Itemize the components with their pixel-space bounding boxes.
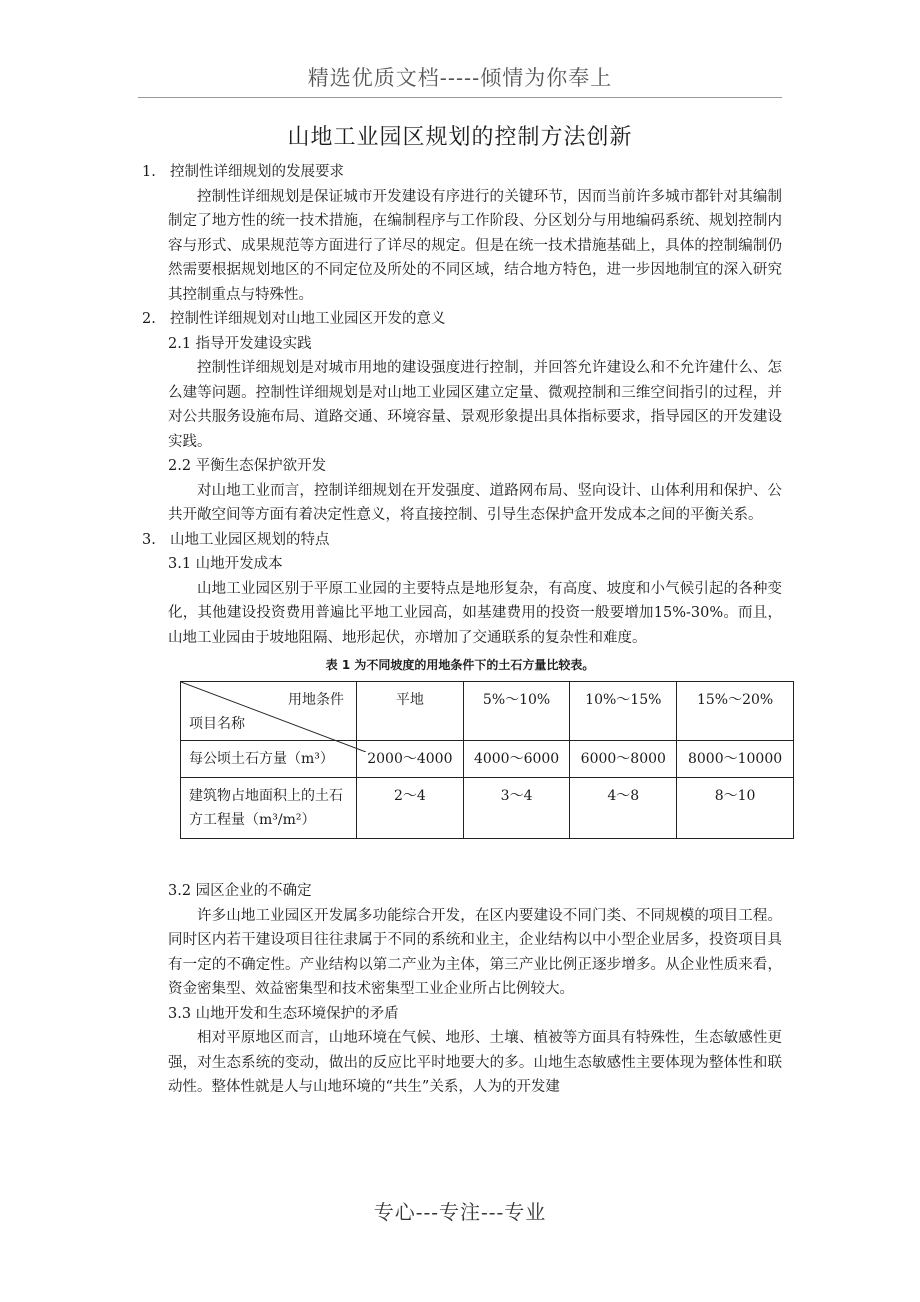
table-cell: 8000～10000	[677, 741, 794, 778]
paragraph: 控制性详细规划是对城市用地的建设强度进行控制，并回答允许建设么和不允许建什么、怎么建等问题。控制性详细规划是对山地工业园区建立定量、微观控制和三维空间指引的过程，并对公共服务设施布局、道路交通、环境容量、景观形象提出具体指标要求，指导园区的开发建设实践。	[168, 360, 782, 450]
subsection-3-3-heading: 3.3 山地开发和生态环境保护的矛盾	[168, 1005, 399, 1022]
table-corner-cell	[181, 682, 357, 741]
page-header: 精选优质文档-----倾情为你奉上	[307, 66, 613, 90]
section-number: 3.	[142, 531, 156, 548]
row-label: 建筑物占地面积上的土石方工程量（m³/m²）	[181, 778, 357, 839]
table-caption: 表 1 为不同坡度的用地条件下的土石方量比较表。	[325, 658, 595, 672]
subsection-3-1-heading: 3.1 山地开发成本	[168, 556, 283, 572]
column-axis-label: 用地条件	[288, 692, 344, 708]
page-footer: 专心---专注---专业	[373, 1200, 547, 1224]
section-2-heading	[138, 307, 782, 332]
paragraph: 山地工业园区别于平原工业园的主要特点是地形复杂，有高度、坡度和小气候引起的各种变化，其他建设投资费用普遍比平地工业园高，如基建费用的投资一般要增加15%-30%。而且，山地工业园由于坡地阻隔、地形起伏，亦增加了交通联系的复杂性和难度。	[168, 580, 782, 646]
paragraph: 控制性详细规划是保证城市开发建设有序进行的关键环节，因而当前许多城市都针对其编制制定了地方性的统一技术措施，在编制程序与工作阶段、分区划分与用地编码系统、规划控制内容与形式、成果规范等方面进行了详尽的规定。但是在统一技术措施基础上，具体的控制编制仍然需要根据规划地区的不同定位及所处的不同区域，结合地方特色，进一步因地制宜的深入研究其控制重点与特殊性。	[168, 188, 782, 303]
paragraph: 相对平原地区而言，山地环境在气候、地形、土壤、植被等方面具有特殊性，生态敏感性更强，对生态系统的变动，做出的反应比平时地要大的多。山地生态敏感性主要体现为整体性和联动性。整体性就是人与山地环境的“共生”关系，人为的开发建	[168, 1030, 782, 1095]
paragraph: 对山地工业而言，控制详细规划在开发强度、道路网布局、竖向设计、山体利用和保护、公共开敞空间等方面有着决定性意义，将直接控制、引导生态保护盒开发成本之间的平衡关系。	[168, 482, 782, 523]
section-title: 控制性详细规划对山地工业园区开发的意义	[170, 311, 446, 327]
section-title: 山地工业园区规划的特点	[170, 531, 330, 548]
row-axis-label: 项目名称	[189, 716, 245, 732]
earthwork-table	[180, 681, 794, 839]
table-cell: 2～4	[357, 778, 464, 839]
table-cell: 3～4	[463, 778, 570, 839]
table-row	[181, 778, 794, 839]
paragraph: 许多山地工业园区开发属多功能综合开发，在区内要建设不同门类、不同规模的项目工程。同时区内若干建设项目往往隶属于不同的系统和业主，企业结构以中小型企业居多，投资项目具有一定的不确定性。产业结构以第二产业为主体，第三产业比例正逐步增多。从企业性质来看，资金密集型、效益密集型和技术密集型工业企业所占比例较大。	[168, 907, 782, 997]
column-header: 15%～20%	[677, 682, 794, 741]
column-header: 10%～15%	[570, 682, 677, 741]
table-cell: 2000～4000	[357, 741, 464, 778]
row-label: 每公顷土石方量（m³）	[181, 741, 357, 778]
table-header-row	[181, 682, 794, 741]
document-body	[138, 160, 782, 1100]
column-header: 5%～10%	[463, 682, 570, 741]
subsection-3-2-heading: 3.2 园区企业的不确定	[168, 883, 312, 899]
section-1-heading	[138, 160, 782, 185]
section-title: 控制性详细规划的发展要求	[170, 164, 344, 180]
subsection-2-2-heading: 2.2 平衡生态保护欲开发	[168, 458, 327, 474]
table-cell: 4000～6000	[463, 741, 570, 778]
table-cell: 6000～8000	[570, 741, 677, 778]
section-number: 2.	[142, 311, 156, 327]
document-title: 山地工业园区规划的控制方法创新	[287, 125, 633, 150]
section-number: 1.	[142, 164, 156, 180]
subsection-2-1-heading: 2.1 指导开发建设实践	[168, 335, 312, 352]
column-header: 平地	[357, 682, 464, 741]
section-3-heading	[138, 528, 782, 553]
table-cell: 8～10	[677, 778, 794, 839]
table-cell: 4～8	[570, 778, 677, 839]
header-divider	[138, 97, 782, 98]
